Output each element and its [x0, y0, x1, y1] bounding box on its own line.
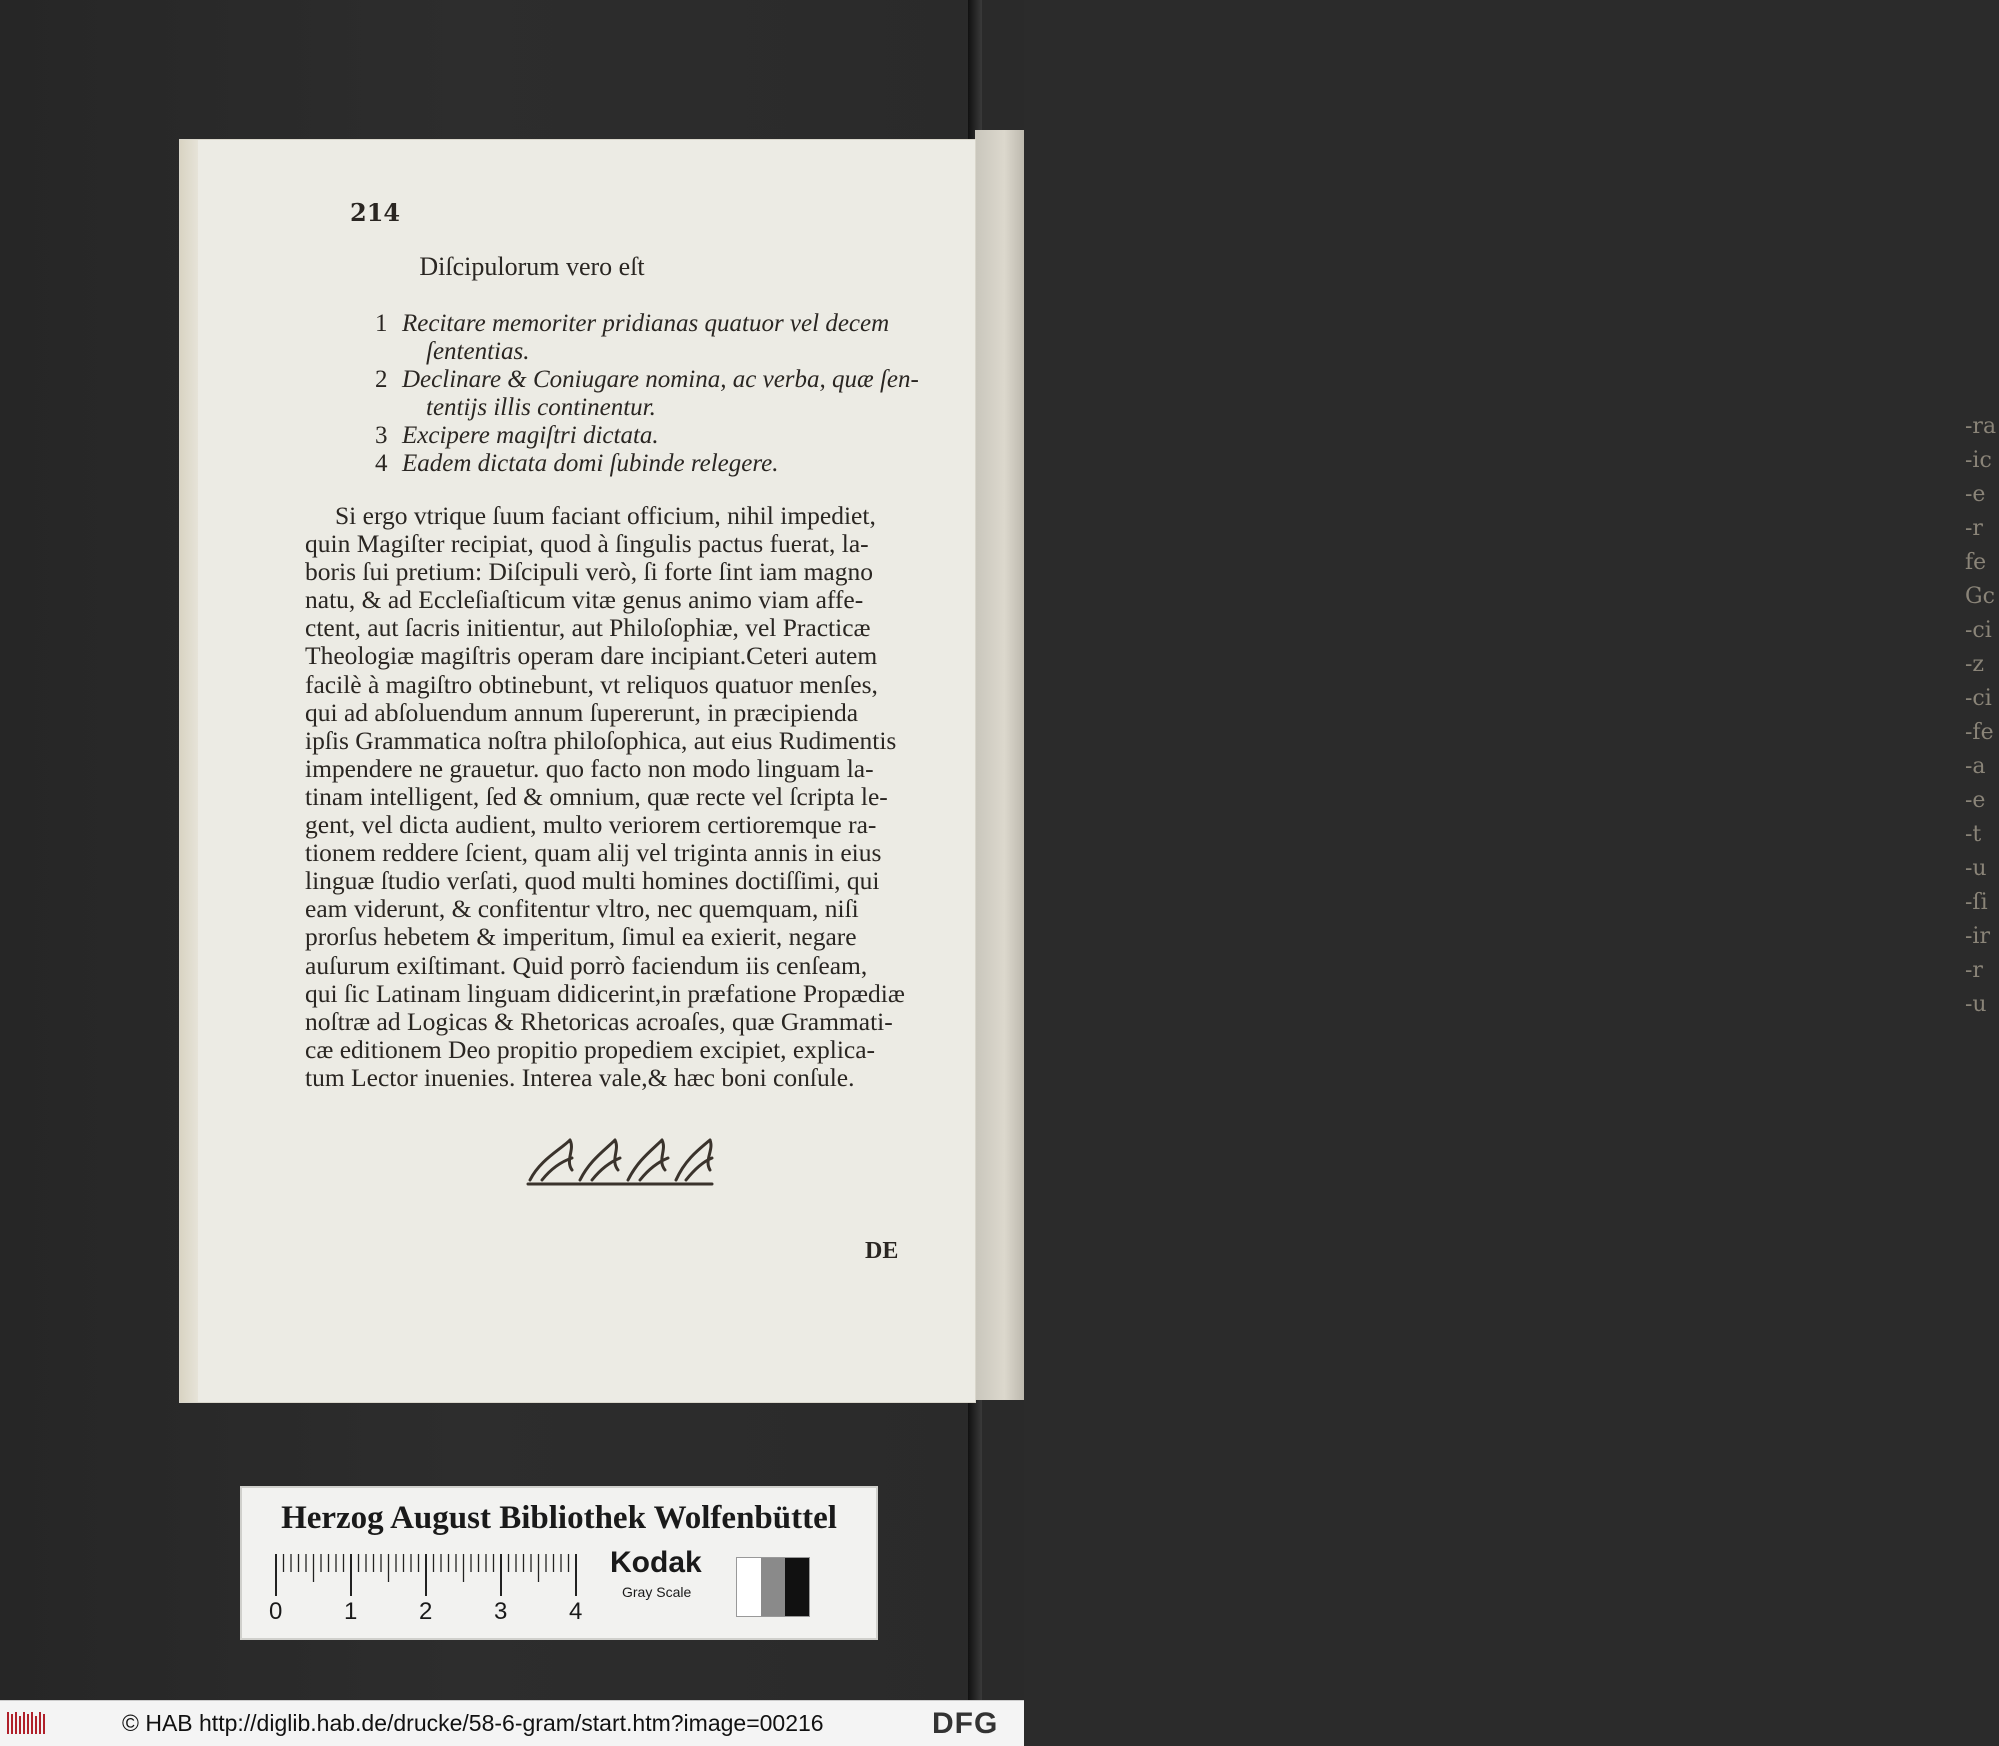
- rule-text: ſententias.: [426, 338, 530, 365]
- rule-text: Excipere magiſtri dictata.: [402, 422, 659, 449]
- neighbor-mark: -e: [1965, 482, 1986, 507]
- neighbor-mark: -ci: [1965, 686, 1992, 711]
- paragraph-line: auſurum exiſtimant. Quid porrò faciendum iis cenſeam,: [305, 950, 868, 980]
- rule-number: 2: [375, 366, 388, 393]
- paragraph-line: ctent, aut ſacris initientur, aut Philoſophiæ, vel Practicæ: [305, 613, 871, 643]
- rule-line: [375, 338, 955, 366]
- ornament-icon: [520, 1130, 720, 1190]
- paragraph-line: tinam intelligent, ſed & omnium, quæ recte vel ſcripta le-: [305, 781, 888, 811]
- paragraph-line: quin Magiſter recipiat, quod à ſingulis pactus fuerat, la-: [305, 529, 869, 559]
- rule-number: 3: [375, 422, 388, 449]
- rule-number: [375, 394, 402, 422]
- neighbor-mark: -ſi: [1965, 890, 1988, 915]
- ruler-number: 3: [494, 1598, 508, 1625]
- ruler-number: 2: [419, 1598, 433, 1625]
- hab-logo-icon: [6, 1710, 48, 1736]
- main-paragraph: [305, 502, 948, 1092]
- paragraph-line: qui ad abſoluendum annum ſupererunt, in præcipienda: [305, 697, 859, 727]
- page-edge: [180, 140, 198, 1402]
- neighbor-mark: fe: [1965, 550, 1987, 575]
- neighbor-mark: -r: [1965, 958, 1983, 983]
- scale-card: [242, 1488, 876, 1638]
- gray-patch: [737, 1558, 761, 1616]
- neighbor-mark: -ic: [1965, 448, 1992, 473]
- ruler-number: 4: [569, 1598, 583, 1625]
- paragraph-line: eam viderunt, & confitentur vltro, nec quemquam, niſi: [305, 894, 859, 924]
- rule-text: Declinare & Coniugare nomina, ac verba, quæ ſen-: [402, 366, 919, 393]
- catchword: DE: [865, 1238, 899, 1264]
- ruler-number: 0: [269, 1598, 283, 1625]
- paragraph-line: Theologiæ magiſtris operam dare incipiant.Ceteri autem: [305, 641, 878, 671]
- neighbor-mark: -fe: [1965, 720, 1994, 745]
- rule-number: [375, 338, 402, 366]
- neighbor-mark: Gc: [1965, 584, 1995, 609]
- gray-scale-patches: [737, 1558, 809, 1616]
- paragraph-line: tionem reddere ſcient, quam alij vel triginta annis in eius: [305, 838, 882, 868]
- paragraph-line: ipſis Grammatica noſtra philoſophica, aut eius Rudimentis: [305, 725, 897, 755]
- rule-text: tentijs illis continentur.: [426, 394, 656, 421]
- rule-number: 4: [375, 450, 388, 477]
- gray-patch: [761, 1558, 785, 1616]
- section-heading: Diſcipulorum vero eſt: [419, 252, 645, 281]
- neighbor-mark: -a: [1965, 754, 1986, 779]
- ruler-number: 1: [344, 1598, 358, 1625]
- neighbor-mark: -ci: [1965, 618, 1992, 643]
- rules-list: [375, 310, 955, 478]
- dfg-logo: DFG: [932, 1707, 999, 1740]
- rule-line: [375, 310, 955, 338]
- neighbor-mark: -e: [1965, 788, 1986, 813]
- neighbor-mark: -ra: [1965, 414, 1997, 439]
- paragraph-line: cæ editionem Deo propitio propediem excipiet, explica-: [305, 1034, 876, 1064]
- rule-line: [375, 394, 955, 422]
- paragraph-line: qui ſic Latinam linguam didicerint,in præfatione Propædiæ: [305, 978, 905, 1008]
- copyright-url[interactable]: © HAB http://diglib.hab.de/drucke/58-6-gram/start.htm?image=00216: [122, 1710, 824, 1736]
- paragraph-line: Si ergo vtrique ſuum faciant officium, nihil impediet,: [335, 501, 876, 530]
- gray-patch: [785, 1558, 809, 1616]
- neighbor-mark: -u: [1965, 992, 1987, 1017]
- paragraph-line: gent, vel dicta audient, multo veriorem certioremque ra-: [305, 810, 877, 840]
- rule-line: [375, 450, 955, 478]
- rule-text: Eadem dictata domi ſubinde relegere.: [402, 450, 779, 477]
- neighbor-mark: -t: [1965, 822, 1982, 847]
- neighbor-mark: -ir: [1965, 924, 1990, 949]
- library-name: Herzog August Bibliothek Wolfenbüttel: [281, 1500, 837, 1536]
- rule-text: Recitare memoriter pridianas quatuor vel decem: [402, 310, 890, 337]
- neighbor-page: [975, 130, 1997, 1400]
- paragraph-line: boris ſui pretium: Diſcipuli verò, ſi forte ſint iam magno: [305, 557, 873, 587]
- neighbor-page-text: [1965, 410, 1999, 1210]
- paragraph-line: noſtræ ad Logicas & Rhetoricas acroaſes, quæ Grammati-: [305, 1006, 893, 1036]
- paragraph-line: natu, & ad Eccleſiaſticum vitæ genus animo viam affe-: [305, 585, 864, 615]
- rule-line: [375, 422, 955, 450]
- ruler-icon: [272, 1550, 584, 1600]
- rule-line: [375, 366, 955, 394]
- page-number: 214: [350, 198, 401, 227]
- paragraph-line: facilè à magiſtro obtinebunt, vt reliquos quatuor menſes,: [305, 669, 878, 699]
- paragraph-line: impendere ne grauetur. quo facto non modo linguam la-: [305, 753, 874, 783]
- kodak-brand: Kodak: [610, 1546, 702, 1579]
- footer-bar: [0, 1700, 1024, 1746]
- paragraph-line: prorſus hebetem & imperitum, ſimul ea exierit, negare: [305, 922, 857, 952]
- neighbor-mark: -u: [1965, 856, 1987, 881]
- rule-number: 1: [375, 310, 388, 337]
- paragraph-line: linguæ ſtudio verſati, quod multi homines doctiſſimi, qui: [305, 866, 880, 896]
- neighbor-mark: -r: [1965, 516, 1983, 541]
- paragraph-line: tum Lector inuenies. Interea vale,& hæc boni conſule.: [305, 1062, 855, 1092]
- kodak-subtitle: Gray Scale: [622, 1584, 692, 1600]
- neighbor-mark: -z: [1965, 652, 1985, 677]
